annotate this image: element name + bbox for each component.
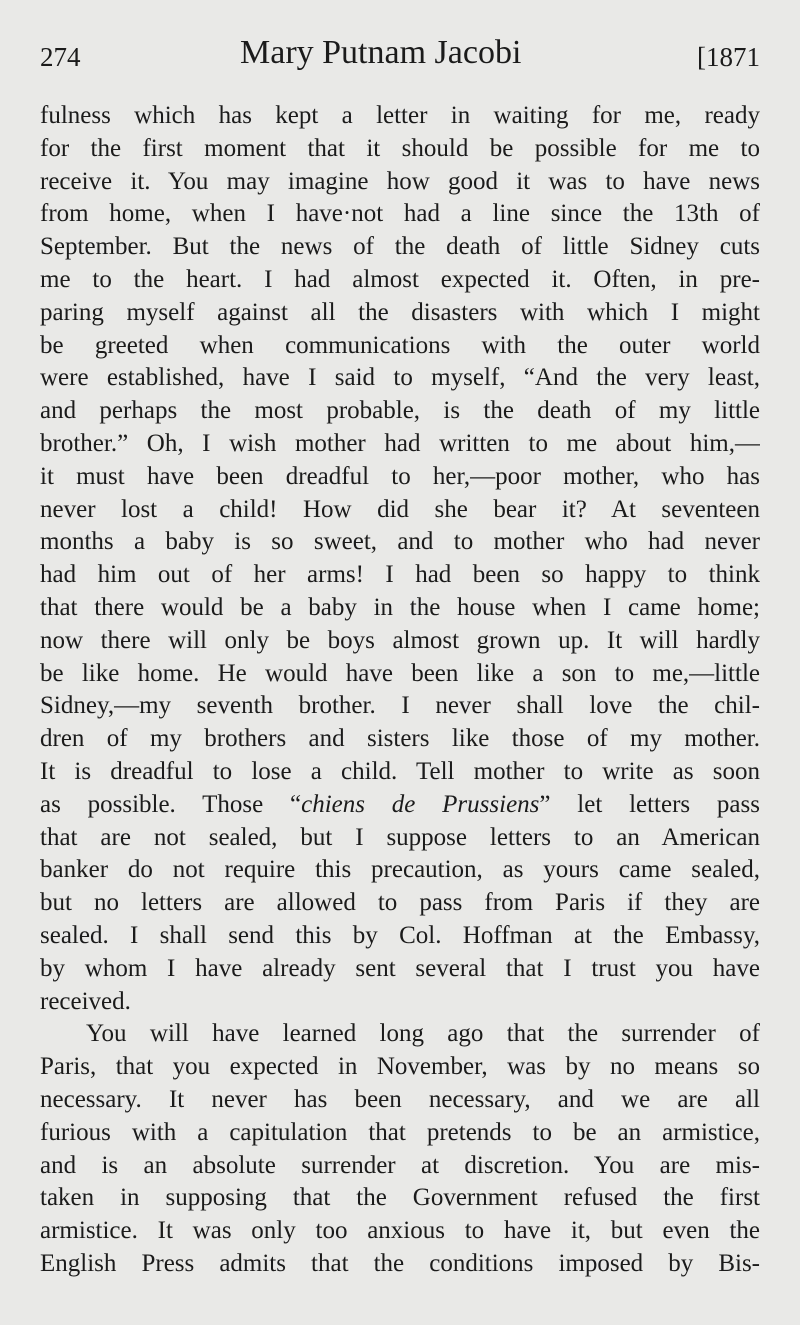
text-line: banker do not require this precaution, as yours came sealed, (40, 856, 760, 884)
text-line: that there would be a baby in the house when I came home; (40, 593, 760, 621)
text-line: English Press admits that the conditions imposed by Bis- (40, 1249, 760, 1277)
paragraph-1 (40, 100, 760, 1018)
text-segment: ” let letters pass (539, 790, 760, 818)
text-line: necessary. It never has been necessary, and we are all (40, 1085, 760, 1113)
running-head (40, 34, 760, 74)
text-line: and perhaps the most probable, is the death of my little (40, 397, 760, 425)
text-line: it must have been dreadful to her,—poor mother, who has (40, 462, 760, 490)
running-year: [1871 (697, 42, 760, 72)
text-line: be like home. He would have been like a son to me,—little (40, 659, 760, 687)
text-line: that are not sealed, but I suppose letters to an American (40, 823, 760, 851)
text-line: were established, have I said to myself, “And the very least, (40, 364, 760, 392)
text-line: but no letters are allowed to pass from Paris if they are (40, 889, 760, 917)
text-line: had him out of her arms! I had been so happy to think (40, 561, 760, 589)
text-line: You will have learned long ago that the surrender of (86, 1020, 760, 1048)
text-line: furious with a capitulation that pretends to be an armistice, (40, 1118, 760, 1146)
running-title: Mary Putnam Jacobi (240, 34, 522, 71)
text-line: paring myself against all the disasters with which I might (40, 298, 760, 326)
text-line: be greeted when communications with the outer world (40, 331, 760, 359)
text-line: never lost a child! How did she bear it? At seventeen (40, 495, 760, 523)
body-text (40, 100, 760, 1281)
text-line-with-italic (40, 789, 760, 822)
text-line: brother.” Oh, I wish mother had written to me about him,— (40, 429, 760, 457)
text-line: by whom I have already sent several that I trust you have (40, 954, 760, 982)
text-line: receive it. You may imagine how good it was to have news (40, 167, 760, 195)
text-line: fulness which has kept a letter in waiting for me, ready (40, 102, 760, 129)
text-line: It is dreadful to lose a child. Tell mother to write as soon (40, 757, 760, 785)
text-line: for the first moment that it should be possible for me to (40, 134, 760, 162)
text-line: received. (40, 987, 131, 1015)
text-line: from home, when I have·not had a line since the 13th of (40, 200, 760, 228)
text-segment: as possible. Those “ (40, 790, 302, 818)
text-line: sealed. I shall send this by Col. Hoffman at the Embassy, (40, 921, 760, 949)
text-line: Sidney,—my seventh brother. I never shall love the chil- (40, 692, 760, 720)
paragraph-2 (40, 1018, 760, 1280)
text-line: now there will only be boys almost grown up. It will hardly (40, 626, 760, 654)
page-number: 274 (40, 42, 81, 72)
text-line: Paris, that you expected in November, was by no means so (40, 1053, 760, 1081)
text-line: and is an absolute surrender at discretion. You are mis- (40, 1151, 760, 1179)
text-line: dren of my brothers and sisters like those of my mother. (40, 725, 760, 753)
text-line: me to the heart. I had almost expected it. Often, in pre- (40, 265, 760, 293)
text-line: taken in supposing that the Government refused the first (40, 1184, 760, 1212)
text-line: months a baby is so sweet, and to mother who had never (40, 528, 760, 556)
italic-phrase: chiens de Prussiens (301, 790, 540, 818)
text-line: armistice. It was only too anxious to have it, but even the (40, 1217, 760, 1245)
text-line: September. But the news of the death of little Sidney cuts (40, 233, 760, 261)
